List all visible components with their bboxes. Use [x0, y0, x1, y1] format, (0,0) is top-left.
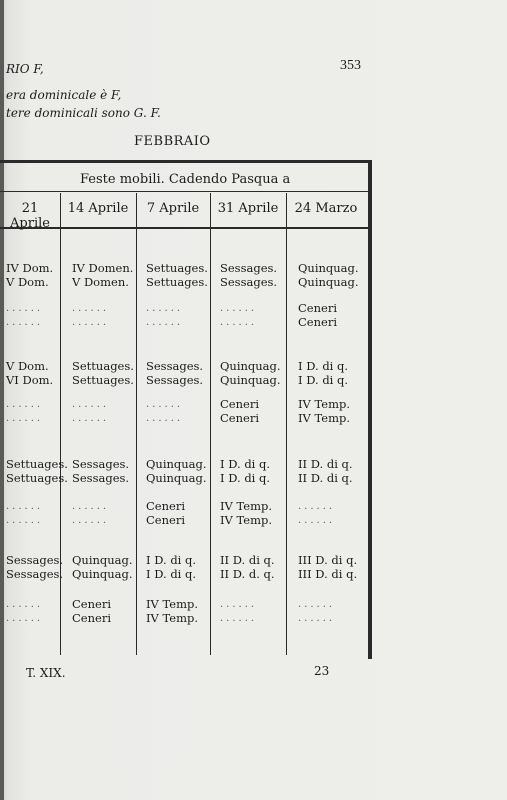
dot-leader: ......: [6, 413, 44, 424]
table-cell: Settuages.: [6, 457, 68, 471]
dot-leader: ......: [146, 399, 184, 410]
table-cell: Ceneri: [146, 499, 185, 513]
column-divider: [210, 193, 211, 655]
dot-leader: ......: [298, 515, 336, 526]
table-cell: Ceneri: [220, 411, 259, 425]
table-cell: III D. di q.: [298, 553, 358, 567]
table-cell: Sessages.: [72, 457, 130, 471]
dot-leader: ......: [146, 303, 184, 314]
table-cell: Settuages.: [72, 359, 134, 373]
column-header: 7 Aprile: [146, 201, 200, 216]
dot-leader: ......: [72, 317, 110, 328]
table-cell: I D. di q.: [146, 553, 197, 567]
table-cell: II D. di q.: [220, 553, 275, 567]
table-cell: Settuages.: [72, 373, 134, 387]
table-cell: Quinquag.: [72, 567, 133, 581]
dot-leader: ......: [6, 599, 44, 610]
dot-leader: ......: [220, 317, 258, 328]
dot-leader: ......: [6, 317, 44, 328]
dot-leader: ......: [298, 599, 336, 610]
dot-leader: ......: [72, 413, 110, 424]
page-number: 353: [340, 58, 361, 73]
dot-leader: ......: [6, 515, 44, 526]
table-cell: Quinquag.: [298, 261, 359, 275]
table-cell: V Dom.: [6, 359, 49, 373]
table-cell: Quinquag.: [298, 275, 359, 289]
table-cell: IV Domen.: [72, 261, 134, 275]
table-cell: I D. di q.: [298, 359, 349, 373]
table-cell: Quinquag.: [146, 457, 207, 471]
dot-leader: ......: [220, 303, 258, 314]
table-cell: Sessages.: [220, 275, 278, 289]
dot-leader: ......: [6, 399, 44, 410]
header-line-3: tere dominicali sono G. F.: [6, 106, 161, 120]
column-header: 14 Aprile: [67, 201, 129, 216]
table-cell: IV Temp.: [298, 397, 351, 411]
table-cell: Settuages.: [146, 275, 208, 289]
column-header: 21 Aprile: [10, 201, 50, 231]
table-cell: IV Temp.: [220, 499, 273, 513]
table-cell: IV Temp.: [146, 611, 199, 625]
table-cell: IV Dom.: [6, 261, 54, 275]
table-cell: II D. di q.: [298, 457, 353, 471]
table-cell: I D. di q.: [220, 471, 271, 485]
table-cell: IV Temp.: [220, 513, 273, 527]
dot-leader: ......: [146, 317, 184, 328]
month-title: FEBBRAIO: [134, 134, 211, 149]
table-cell: Quinquag.: [220, 373, 281, 387]
dot-leader: ......: [72, 303, 110, 314]
table-cell: Quinquag.: [220, 359, 281, 373]
column-divider: [136, 193, 137, 655]
table-cell: V Dom.: [6, 275, 49, 289]
dot-leader: ......: [220, 613, 258, 624]
footer-number: 23: [314, 664, 330, 678]
dot-leader: ......: [6, 501, 44, 512]
table-cell: Ceneri: [72, 597, 111, 611]
table-cell: Sessages.: [220, 261, 278, 275]
table-cell: I D. di q.: [146, 567, 197, 581]
table-cell: Ceneri: [146, 513, 185, 527]
header-line-2: era dominicale è F,: [6, 88, 122, 102]
table-cell: Ceneri: [298, 315, 337, 329]
dot-leader: ......: [6, 613, 44, 624]
table-caption-row: [0, 169, 368, 192]
table-caption: Feste mobili. Cadendo Pasqua a: [80, 172, 291, 187]
table-cell: Ceneri: [220, 397, 259, 411]
dot-leader: ......: [298, 613, 336, 624]
table-cell: Quinquag.: [146, 471, 207, 485]
dot-leader: ......: [72, 501, 110, 512]
table-cell: Ceneri: [298, 301, 337, 315]
column-divider: [60, 193, 61, 655]
column-header: 24 Marzo: [294, 201, 358, 216]
table-cell: Sessages.: [146, 359, 204, 373]
table-cell: IV Temp.: [298, 411, 351, 425]
table-cell: I D. di q.: [220, 457, 271, 471]
header-line-1: RIO F,: [6, 62, 44, 76]
movable-feasts-table: [0, 160, 372, 659]
table-cell: VI Dom.: [6, 373, 54, 387]
column-divider: [286, 193, 287, 655]
table-cell: Sessages.: [146, 373, 204, 387]
dot-leader: ......: [6, 303, 44, 314]
column-header: 31 Aprile: [217, 201, 279, 216]
table-cell: Sessages.: [6, 567, 64, 581]
dot-leader: ......: [298, 501, 336, 512]
dot-leader: ......: [146, 413, 184, 424]
signature-mark: T. XIX.: [26, 666, 66, 680]
table-cell: Ceneri: [72, 611, 111, 625]
table-cell: Settuages.: [6, 471, 68, 485]
table-cell: Settuages.: [146, 261, 208, 275]
dot-leader: ......: [72, 515, 110, 526]
table-cell: II D. d. q.: [220, 567, 275, 581]
dot-leader: ......: [220, 599, 258, 610]
column-header-row: [0, 193, 368, 229]
table-cell: Sessages.: [6, 553, 64, 567]
table-cell: V Domen.: [72, 275, 129, 289]
table-cell: Sessages.: [72, 471, 130, 485]
dot-leader: ......: [72, 399, 110, 410]
table-cell: I D. di q.: [298, 373, 349, 387]
table-cell: II D. di q.: [298, 471, 353, 485]
table-cell: III D. di q.: [298, 567, 358, 581]
table-cell: IV Temp.: [146, 597, 199, 611]
table-cell: Quinquag.: [72, 553, 133, 567]
